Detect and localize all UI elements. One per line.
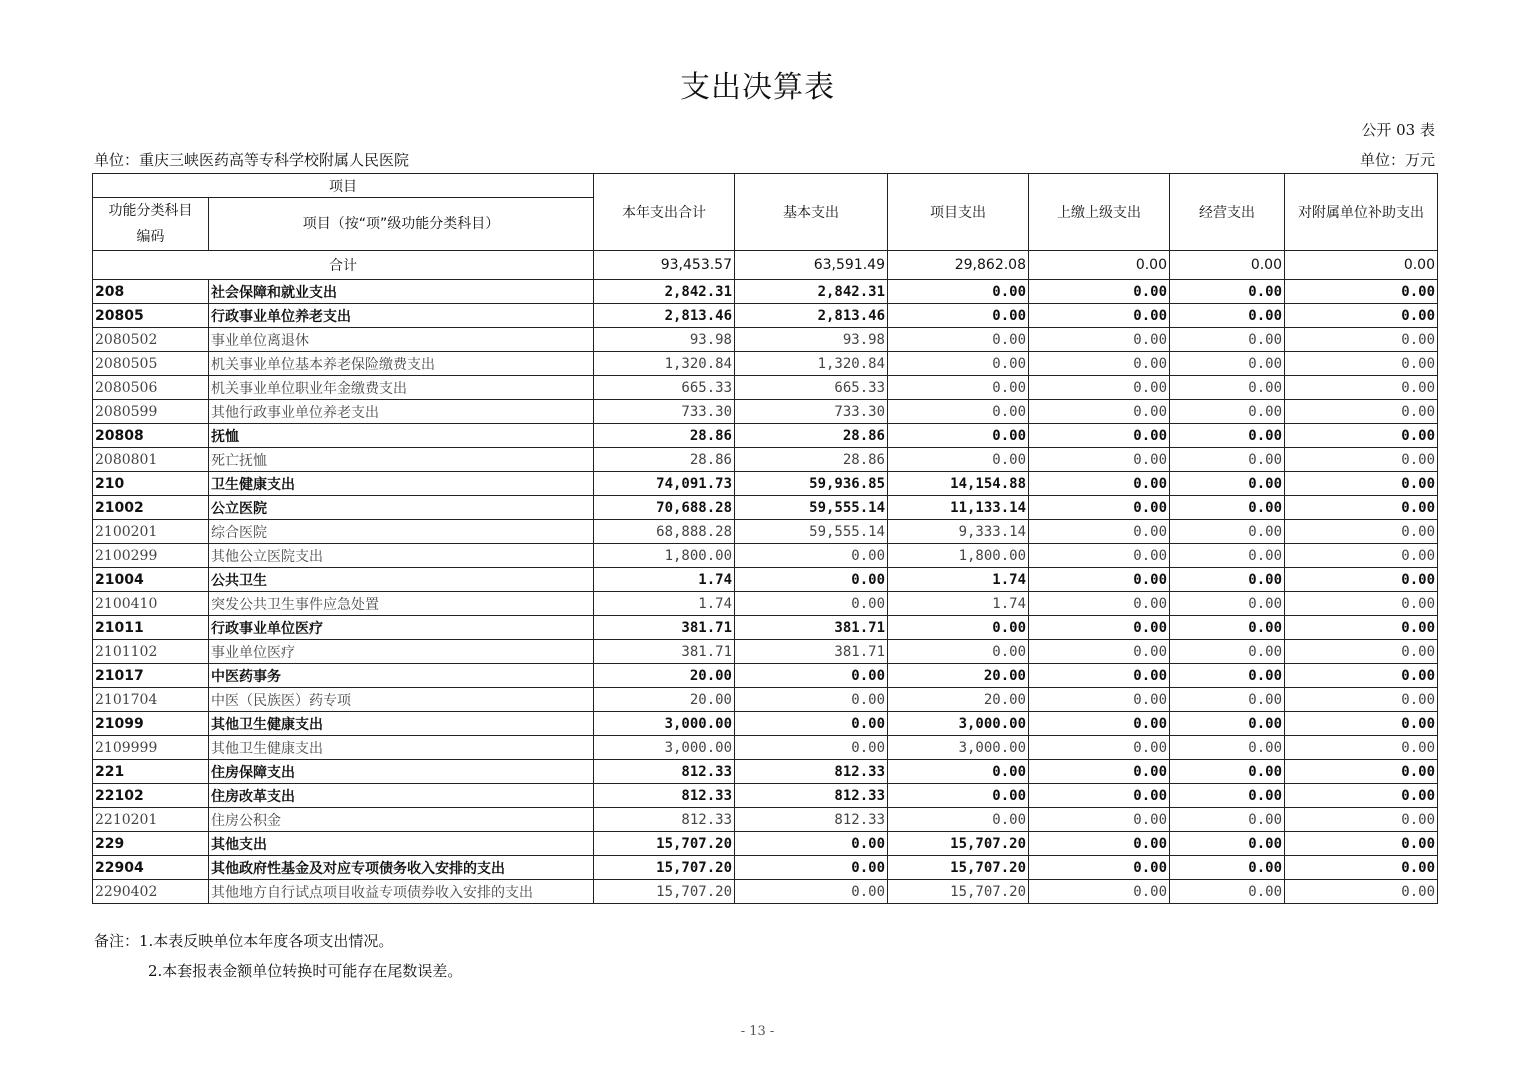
header-basic: 基本支出 <box>735 174 888 251</box>
header-code-line2: 编码 <box>136 229 165 245</box>
row-code: 2109999 <box>93 736 209 760</box>
total-value: 0.00 <box>1029 251 1170 280</box>
row-value: 812.33 <box>594 784 735 808</box>
row-code: 2080801 <box>93 448 209 472</box>
row-value: 59,555.14 <box>735 496 888 520</box>
total-value: 93,453.57 <box>594 251 735 280</box>
table-row <box>93 304 1438 328</box>
header-upper: 上缴上级支出 <box>1029 174 1170 251</box>
row-value: 1,800.00 <box>594 544 735 568</box>
row-value: 1.74 <box>888 568 1029 592</box>
row-value: 0.00 <box>888 424 1029 448</box>
row-value: 0.00 <box>1170 808 1285 832</box>
row-value: 15,707.20 <box>888 832 1029 856</box>
row-name: 机关事业单位职业年金缴费支出 <box>209 376 594 400</box>
row-code: 20808 <box>93 424 209 448</box>
row-code: 2100299 <box>93 544 209 568</box>
row-code: 2101102 <box>93 640 209 664</box>
row-value: 0.00 <box>1170 736 1285 760</box>
unit-name: 单位：重庆三峡医药高等专科学校附属人民医院 <box>94 151 410 169</box>
row-value: 3,000.00 <box>594 736 735 760</box>
row-value: 3,000.00 <box>888 712 1029 736</box>
row-name: 事业单位医疗 <box>209 640 594 664</box>
row-value: 1,320.84 <box>735 352 888 376</box>
row-value: 0.00 <box>735 664 888 688</box>
row-name: 综合医院 <box>209 520 594 544</box>
header-total: 本年支出合计 <box>594 174 735 251</box>
row-value: 0.00 <box>1170 448 1285 472</box>
row-value: 0.00 <box>1170 328 1285 352</box>
row-value: 20.00 <box>594 664 735 688</box>
row-value: 0.00 <box>1285 424 1438 448</box>
table-row <box>93 880 1438 904</box>
table-row <box>93 832 1438 856</box>
table-row <box>93 664 1438 688</box>
row-value: 0.00 <box>735 736 888 760</box>
row-value: 0.00 <box>888 352 1029 376</box>
table-row <box>93 520 1438 544</box>
row-value: 15,707.20 <box>594 856 735 880</box>
row-value: 0.00 <box>888 784 1029 808</box>
row-value: 0.00 <box>1285 880 1438 904</box>
total-value: 29,862.08 <box>888 251 1029 280</box>
row-value: 0.00 <box>1029 760 1170 784</box>
row-code: 2080599 <box>93 400 209 424</box>
row-value: 0.00 <box>1029 424 1170 448</box>
header-subsidy: 对附属单位补助支出 <box>1285 174 1438 251</box>
row-value: 0.00 <box>1285 736 1438 760</box>
table-row <box>93 376 1438 400</box>
row-value: 15,707.20 <box>888 880 1029 904</box>
row-value: 3,000.00 <box>594 712 735 736</box>
row-code: 21004 <box>93 568 209 592</box>
row-value: 0.00 <box>735 544 888 568</box>
row-value: 0.00 <box>888 448 1029 472</box>
row-value: 0.00 <box>1170 592 1285 616</box>
row-value: 665.33 <box>735 376 888 400</box>
row-value: 1.74 <box>594 592 735 616</box>
row-value: 0.00 <box>1029 616 1170 640</box>
row-value: 381.71 <box>735 616 888 640</box>
header-code-line1: 功能分类科目 <box>108 203 193 219</box>
row-value: 0.00 <box>1170 688 1285 712</box>
row-value: 0.00 <box>735 880 888 904</box>
row-name: 其他卫生健康支出 <box>209 712 594 736</box>
row-name: 其他行政事业单位养老支出 <box>209 400 594 424</box>
row-value: 0.00 <box>1170 880 1285 904</box>
table-row <box>93 688 1438 712</box>
row-value: 0.00 <box>1285 640 1438 664</box>
row-value: 0.00 <box>1170 568 1285 592</box>
row-value: 0.00 <box>888 760 1029 784</box>
row-value: 0.00 <box>1285 304 1438 328</box>
row-value: 28.86 <box>594 448 735 472</box>
row-value: 0.00 <box>1285 352 1438 376</box>
row-value: 0.00 <box>1285 544 1438 568</box>
row-value: 0.00 <box>1170 784 1285 808</box>
row-code: 22904 <box>93 856 209 880</box>
note-line-1: 备注：1.本表反映单位本年度各项支出情况。 <box>94 932 394 950</box>
header-name: 项目（按“项”级功能分类科目） <box>209 198 594 251</box>
row-value: 0.00 <box>1285 784 1438 808</box>
row-value: 0.00 <box>1029 688 1170 712</box>
row-value: 0.00 <box>1170 400 1285 424</box>
table-row <box>93 856 1438 880</box>
row-value: 665.33 <box>594 376 735 400</box>
row-value: 0.00 <box>1029 592 1170 616</box>
expenditure-table <box>92 173 1438 904</box>
row-value: 0.00 <box>1170 376 1285 400</box>
row-value: 0.00 <box>1029 352 1170 376</box>
row-value: 0.00 <box>1029 328 1170 352</box>
row-value: 20.00 <box>888 664 1029 688</box>
row-name: 公共卫生 <box>209 568 594 592</box>
header-item-group: 项目 <box>93 174 594 198</box>
table-row <box>93 640 1438 664</box>
row-value: 381.71 <box>594 616 735 640</box>
row-value: 0.00 <box>1285 664 1438 688</box>
row-value: 0.00 <box>1285 616 1438 640</box>
row-value: 0.00 <box>1170 664 1285 688</box>
row-value: 0.00 <box>888 304 1029 328</box>
row-name: 住房公积金 <box>209 808 594 832</box>
page-title: 支出决算表 <box>680 70 835 105</box>
row-value: 0.00 <box>1029 472 1170 496</box>
row-value: 812.33 <box>594 808 735 832</box>
row-value: 0.00 <box>1029 832 1170 856</box>
row-code: 2101704 <box>93 688 209 712</box>
row-value: 0.00 <box>1029 736 1170 760</box>
row-value: 812.33 <box>735 784 888 808</box>
row-value: 0.00 <box>1170 760 1285 784</box>
row-name: 住房保障支出 <box>209 760 594 784</box>
row-value: 0.00 <box>1285 520 1438 544</box>
row-value: 0.00 <box>735 832 888 856</box>
row-value: 15,707.20 <box>594 880 735 904</box>
row-value: 1,800.00 <box>888 544 1029 568</box>
row-value: 9,333.14 <box>888 520 1029 544</box>
row-value: 93.98 <box>735 328 888 352</box>
row-value: 733.30 <box>594 400 735 424</box>
header-row-top <box>93 174 1438 198</box>
table-row <box>93 616 1438 640</box>
row-value: 2,842.31 <box>735 280 888 304</box>
row-value: 15,707.20 <box>888 856 1029 880</box>
row-value: 2,842.31 <box>594 280 735 304</box>
row-value: 0.00 <box>1285 712 1438 736</box>
table-row <box>93 424 1438 448</box>
row-name: 抚恤 <box>209 424 594 448</box>
table-row <box>93 280 1438 304</box>
total-value: 0.00 <box>1170 251 1285 280</box>
unit-currency: 单位：万元 <box>1359 151 1435 169</box>
row-value: 1,320.84 <box>594 352 735 376</box>
row-name: 行政事业单位养老支出 <box>209 304 594 328</box>
total-value: 0.00 <box>1285 251 1438 280</box>
table-row <box>93 760 1438 784</box>
row-code: 2100201 <box>93 520 209 544</box>
row-value: 0.00 <box>1029 448 1170 472</box>
row-value: 28.86 <box>735 424 888 448</box>
row-value: 0.00 <box>1029 376 1170 400</box>
row-name: 中医（民族医）药专项 <box>209 688 594 712</box>
row-value: 0.00 <box>1170 472 1285 496</box>
row-value: 0.00 <box>1170 544 1285 568</box>
table-row <box>93 328 1438 352</box>
row-value: 74,091.73 <box>594 472 735 496</box>
row-value: 0.00 <box>1285 280 1438 304</box>
row-value: 59,936.85 <box>735 472 888 496</box>
row-name: 其他政府性基金及对应专项债务收入安排的支出 <box>209 856 594 880</box>
row-value: 381.71 <box>594 640 735 664</box>
page-number: - 13 - <box>740 1024 775 1039</box>
row-name: 住房改革支出 <box>209 784 594 808</box>
row-value: 0.00 <box>1029 808 1170 832</box>
row-value: 0.00 <box>1029 568 1170 592</box>
row-value: 0.00 <box>1029 544 1170 568</box>
notes <box>94 926 462 986</box>
table-row <box>93 544 1438 568</box>
row-value: 0.00 <box>735 688 888 712</box>
row-value: 0.00 <box>1170 520 1285 544</box>
row-value: 0.00 <box>1285 856 1438 880</box>
row-value: 68,888.28 <box>594 520 735 544</box>
row-name: 中医药事务 <box>209 664 594 688</box>
row-name: 其他支出 <box>209 832 594 856</box>
row-value: 0.00 <box>1170 616 1285 640</box>
row-value: 70,688.28 <box>594 496 735 520</box>
row-value: 0.00 <box>888 616 1029 640</box>
row-code: 2210201 <box>93 808 209 832</box>
row-value: 0.00 <box>888 640 1029 664</box>
row-value: 2,813.46 <box>594 304 735 328</box>
row-value: 0.00 <box>1029 280 1170 304</box>
row-value: 1.74 <box>888 592 1029 616</box>
row-value: 0.00 <box>1170 832 1285 856</box>
row-value: 15,707.20 <box>594 832 735 856</box>
table-row <box>93 712 1438 736</box>
row-value: 0.00 <box>1029 304 1170 328</box>
row-value: 0.00 <box>735 712 888 736</box>
table-row <box>93 472 1438 496</box>
table-row <box>93 496 1438 520</box>
row-code: 229 <box>93 832 209 856</box>
row-value: 0.00 <box>1285 472 1438 496</box>
row-value: 0.00 <box>1285 496 1438 520</box>
row-value: 733.30 <box>735 400 888 424</box>
row-value: 20.00 <box>594 688 735 712</box>
row-value: 0.00 <box>1170 640 1285 664</box>
row-code: 221 <box>93 760 209 784</box>
row-name: 公立医院 <box>209 496 594 520</box>
row-value: 28.86 <box>594 424 735 448</box>
row-code: 2080505 <box>93 352 209 376</box>
row-value: 0.00 <box>888 376 1029 400</box>
row-value: 0.00 <box>735 592 888 616</box>
table-row <box>93 736 1438 760</box>
row-value: 0.00 <box>1285 592 1438 616</box>
row-value: 0.00 <box>1285 400 1438 424</box>
total-value: 63,591.49 <box>735 251 888 280</box>
row-code: 21099 <box>93 712 209 736</box>
row-value: 0.00 <box>1029 880 1170 904</box>
header-project: 项目支出 <box>888 174 1029 251</box>
row-value: 812.33 <box>594 760 735 784</box>
table-row <box>93 592 1438 616</box>
row-value: 0.00 <box>888 280 1029 304</box>
row-code: 21002 <box>93 496 209 520</box>
row-value: 1.74 <box>594 568 735 592</box>
row-value: 0.00 <box>1285 328 1438 352</box>
row-code: 21017 <box>93 664 209 688</box>
table-row <box>93 448 1438 472</box>
form-number: 公开 03 表 <box>1361 121 1435 139</box>
total-row <box>93 251 1438 280</box>
row-value: 0.00 <box>888 400 1029 424</box>
table-row <box>93 352 1438 376</box>
row-code: 20805 <box>93 304 209 328</box>
row-value: 0.00 <box>1285 448 1438 472</box>
row-value: 0.00 <box>1285 808 1438 832</box>
row-value: 0.00 <box>1285 832 1438 856</box>
table-row <box>93 400 1438 424</box>
row-value: 28.86 <box>735 448 888 472</box>
row-value: 0.00 <box>888 808 1029 832</box>
row-value: 0.00 <box>1029 400 1170 424</box>
row-value: 0.00 <box>1285 376 1438 400</box>
row-name: 事业单位离退休 <box>209 328 594 352</box>
row-value: 0.00 <box>1029 640 1170 664</box>
row-value: 0.00 <box>1170 280 1285 304</box>
row-name: 其他地方自行试点项目收益专项债券收入安排的支出 <box>209 880 594 904</box>
row-value: 0.00 <box>1029 784 1170 808</box>
row-value: 0.00 <box>1170 424 1285 448</box>
row-value: 812.33 <box>735 808 888 832</box>
total-label: 合计 <box>93 251 594 280</box>
row-value: 0.00 <box>1170 712 1285 736</box>
row-value: 0.00 <box>1029 496 1170 520</box>
row-value: 0.00 <box>735 568 888 592</box>
row-value: 59,555.14 <box>735 520 888 544</box>
row-code: 2100410 <box>93 592 209 616</box>
row-code: 2290402 <box>93 880 209 904</box>
row-value: 14,154.88 <box>888 472 1029 496</box>
row-value: 0.00 <box>1170 496 1285 520</box>
row-value: 0.00 <box>1029 856 1170 880</box>
row-value: 0.00 <box>1285 568 1438 592</box>
row-name: 突发公共卫生事件应急处置 <box>209 592 594 616</box>
row-value: 0.00 <box>1285 688 1438 712</box>
row-value: 0.00 <box>1029 520 1170 544</box>
row-value: 20.00 <box>888 688 1029 712</box>
row-name: 其他公立医院支出 <box>209 544 594 568</box>
row-value: 812.33 <box>735 760 888 784</box>
row-code: 2080502 <box>93 328 209 352</box>
row-value: 2,813.46 <box>735 304 888 328</box>
row-value: 0.00 <box>1029 712 1170 736</box>
row-name: 其他卫生健康支出 <box>209 736 594 760</box>
row-code: 2080506 <box>93 376 209 400</box>
row-value: 0.00 <box>888 328 1029 352</box>
row-value: 0.00 <box>1029 664 1170 688</box>
row-name: 卫生健康支出 <box>209 472 594 496</box>
note-line-2: 2.本套报表金额单位转换时可能存在尾数误差。 <box>148 962 463 980</box>
table-row <box>93 568 1438 592</box>
row-name: 机关事业单位基本养老保险缴费支出 <box>209 352 594 376</box>
row-name: 死亡抚恤 <box>209 448 594 472</box>
row-value: 381.71 <box>735 640 888 664</box>
row-code: 210 <box>93 472 209 496</box>
row-name: 社会保障和就业支出 <box>209 280 594 304</box>
row-code: 21011 <box>93 616 209 640</box>
row-value: 93.98 <box>594 328 735 352</box>
row-code: 208 <box>93 280 209 304</box>
table-row <box>93 784 1438 808</box>
row-value: 0.00 <box>1170 856 1285 880</box>
row-value: 3,000.00 <box>888 736 1029 760</box>
header-business: 经营支出 <box>1170 174 1285 251</box>
row-value: 0.00 <box>735 856 888 880</box>
row-value: 11,133.14 <box>888 496 1029 520</box>
row-code: 22102 <box>93 784 209 808</box>
header-code <box>93 198 209 251</box>
row-name: 行政事业单位医疗 <box>209 616 594 640</box>
row-value: 0.00 <box>1285 760 1438 784</box>
row-value: 0.00 <box>1170 304 1285 328</box>
row-value: 0.00 <box>1170 352 1285 376</box>
table-row <box>93 808 1438 832</box>
